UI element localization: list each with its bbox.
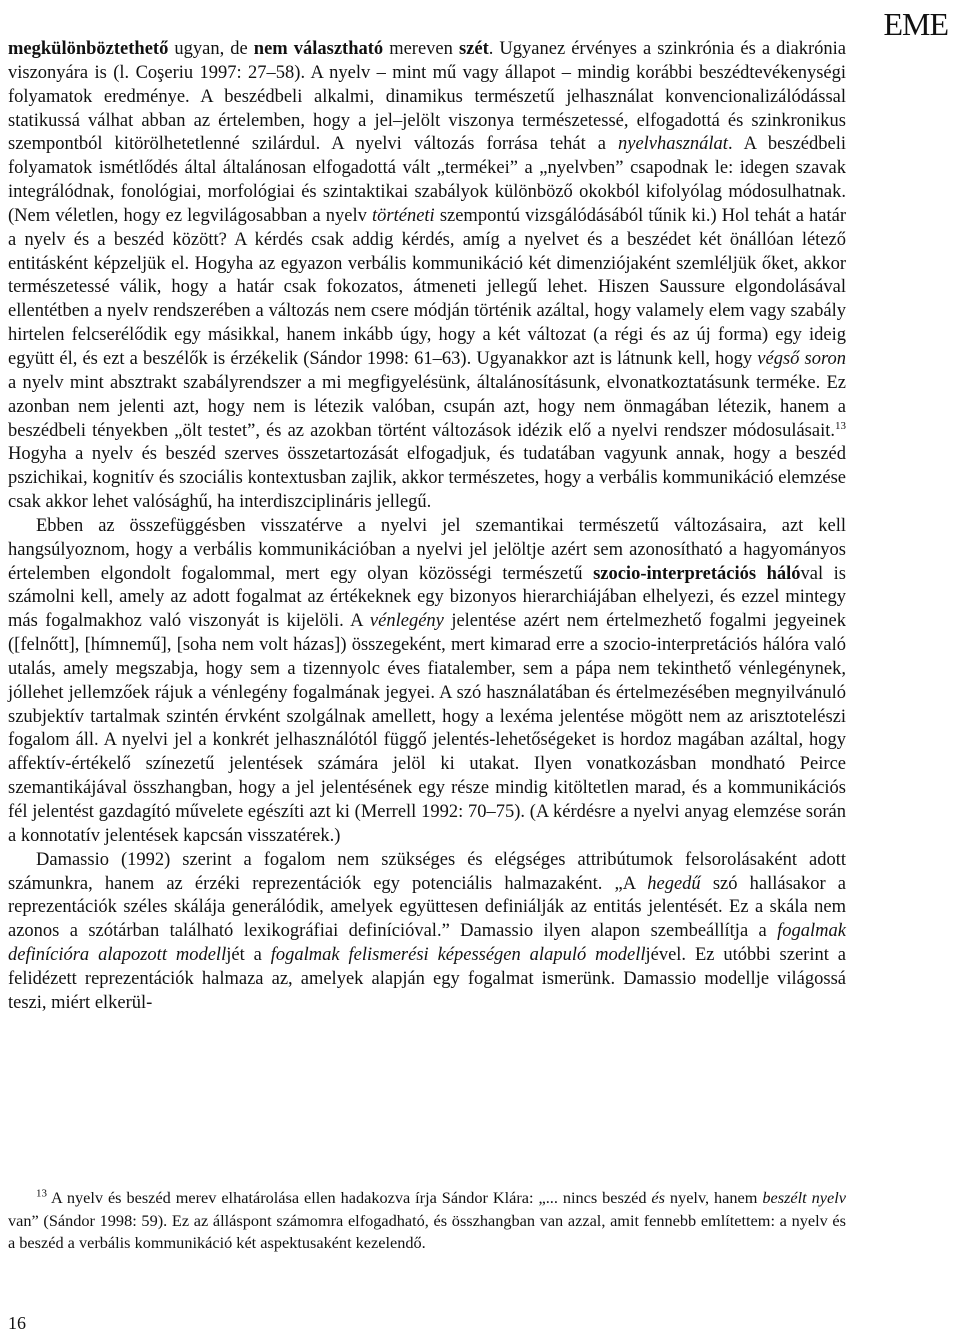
paragraph-3: Damassio (1992) szerint a fogalom nem szükséges és elégséges attribútumok felsorolásaként adott számunkra, hanem az érzéki reprezentációk egy potenciális halmazaként. „A hegedű szó hallásakor a reprezentációk széles skálája generálódik, amelyek együttesen definiálják az entitás jelentését. Ez a skála nem azonos a szótárban található lexikográfiai definícióval.” Damassio ilyen alapon szembeállítja a fogalmak definícióra alapozott modelljét a fogalmak felismerési képességen alapuló modelljével. Ez utóbbi szerint a felidézett reprezentációk halmaza az, amelyek alapján egy fogalmat ismerünk. Damassio modellje világossá teszi, miért elkerül-: [8, 849, 846, 1013]
italic-term-hegedu: hegedű: [647, 873, 701, 894]
italic-term-nyelvhasznalat: nyelvhasználat: [618, 134, 728, 155]
italic-term-vegso-soron: végső soron: [757, 348, 846, 369]
footnote-ref-13[interactable]: 13: [835, 419, 846, 432]
italic-term-definicio-modell: fogalmak definícióra alapozott modell: [8, 921, 846, 966]
paragraph-2: Ebben az összefüggésben visszatérve a nyelvi jel szemantikai természetű változásaira, azt kell hangsúlyoznom, hogy a verbális kommunikációban a nyelvi jel jelöltje azért sem azonosítható a hagyományos értelemben elgondolt fogalommal, mert egy olyan közösségi természetű szocio-interpretációs hálóval is számolni kell, amely az adott fogalmat az értékeknek egy bizonyos hierarchiájában elhelyezi, és ezzel mintegy más fogalmakhoz való viszonyát is kijelöli. A vénlegény jelentése azért nem értelmezhető fogalmi jegyeinek ([felnőtt], [hímnemű], [soha nem volt házas]) összegeként, mert kimarad erre a szocio-interpretációs hálóra való utalás, amely megszabja, hogy sem a tizennyolc éves fiatalember, sem a pápa nem tekinthető vénlegénynek, jóllehet jellemzőek rájuk a vénlegény fogalmának jegyei. A szó használatában és értelmezésében megnyilvánuló szubjektív tartalmak szintén érvként szolgálnak amellett, hogy a lexéma jelentése mögött nem az arisztotelészi fogalom áll. A nyelvi jel a konkrét jelhasználótól függő jelentés-lehetőségeket is hordoz magában azáltal, hogy affektív-értékelő színezetű jelentések számára jelöl ki utakat. Ilyen vonatkozásban mondható Peirce szemantikájával összhangban, hogy a jel jelentésének egy része mindig kitöltetlen marad, és a kommunikációs fél jelentést gazdagító művelete egészíti azt ki (Merrell 1992: 70–75). (A kérdésre a nyelvi anyag elemzése során a konnotatív jelentések kapcsán visszatérek.): [8, 515, 847, 846]
italic-term-torteneti: történeti: [372, 205, 435, 226]
bold-term-3: szét: [458, 39, 489, 59]
footnote-number: 13: [36, 1187, 47, 1200]
page-body: [8, 38, 846, 1016]
paragraph-1: megkülönböztethető ugyan, de nem választható mereven szét. Ugyanez érvényes a szinkrónia és a diakrónia viszonyára is (l. Coşeriu 1997: 27–58). A nyelv – mint mű vagy állapot – mindig korábbi beszédtevékenységi folyamatok eredménye. A beszédbeli alkalmi, dinamikus természetű jelhasználat konvencionalizálódással statikussá válhat abban az értelemben, hogy a jel–jelölt viszonya természetessé, elfogadottá és szinkronikus szempontból kitörölhetetlenné szilárdul. A nyelvi változás forrása tehát a nyelvhasználat. A beszédbeli folyamatok ismétlődés által általánosan elfogadottá vált „termékei” a „nyelvben” csapodnak le: idegen szavak integrálódnak, fonológiai, morfológiai és szintaktikai szabályok különböző okokból kifolyólag módosulhatnak. (Nem véletlen, hogy ez legvilágosabban a nyelv történeti szempontú vizsgálódásából tűnik ki.) Hol tehát a határ a nyelv és a beszéd között? A kérdés csak addig kérdés, amíg a nyelvet és a beszédet két önállóan létező entitásként képzeljük el. Hogyha az egyazon verbális kommunikáció két dimenziójaként szemléljük őket, akkor természetessé válik, hogy a határ csak fokozatos, átmeneti jellegű lehet. Hiszen Saussure elgondolásával ellentétben a nyelv rendszerében a változás nem csere módján történik azáltal, hogy valamely elem vagy szabály hirtelen felcserélődik egy másikkal, hanem inkább úgy, hogy a két változat (a régi és az új forma) egy ideig együtt él, és ezt a beszélők is érzékelik (Sándor 1998: 61–63). Ugyanakkor azt is látnunk kell, hogy végső soron a nyelv mint absztrakt szabályrendszer a mi megfigyelésünk, általánosításunk, elvonatkoztatásunk terméke. Ez azonban nem jelenti azt, hogy nem is létezik valóban, csupán azt, hogy nem önmagában létezik, hanem a beszédbeli tényekben „ölt testet”, és az azokban történt változások idézik elő a nyelvi rendszer módosulásait.$^{13}$ Hogyha a nyelv és beszéd szerves összetartozását elfogadjuk, és tudatában vagyunk annak, hogy a beszéd pszichikai, kognitív és szociális kontextusban zajlik, akkor természetes, hogy a verbális kommunikáció elemzése csak akkor lehet valósághű, ha interdiszciplináris jellegű.: [8, 39, 846, 513]
footnotes: [8, 1187, 846, 1255]
footnote-13: $^{13}$ A nyelv és beszéd merev elhatárolása ellen hadakozva írja Sándor Klára: „... nincs beszéd és nyelv, hanem beszélt nyelv van” (Sándor 1998: 59). Ez az álláspont számomra elfogadható, és összhangban van azzal, amit fennebb említettem: a nyelv és a beszéd a verbális kommunikáció két aspektusaként kezelendő.: [8, 1187, 846, 1252]
eme-logo: EME: [883, 6, 948, 42]
italic-term-felismeresi-modell: fogalmak felismerési képességen alapuló modell: [270, 945, 646, 966]
page-number: 16: [8, 1313, 26, 1333]
bold-term-2: nem választható: [253, 39, 384, 59]
bold-term-szocio: szocio-interpretációs háló: [593, 563, 801, 584]
bold-term-1: megkülönböztethető: [8, 39, 169, 59]
italic-term-venlegeny: vénlegény: [369, 611, 444, 632]
